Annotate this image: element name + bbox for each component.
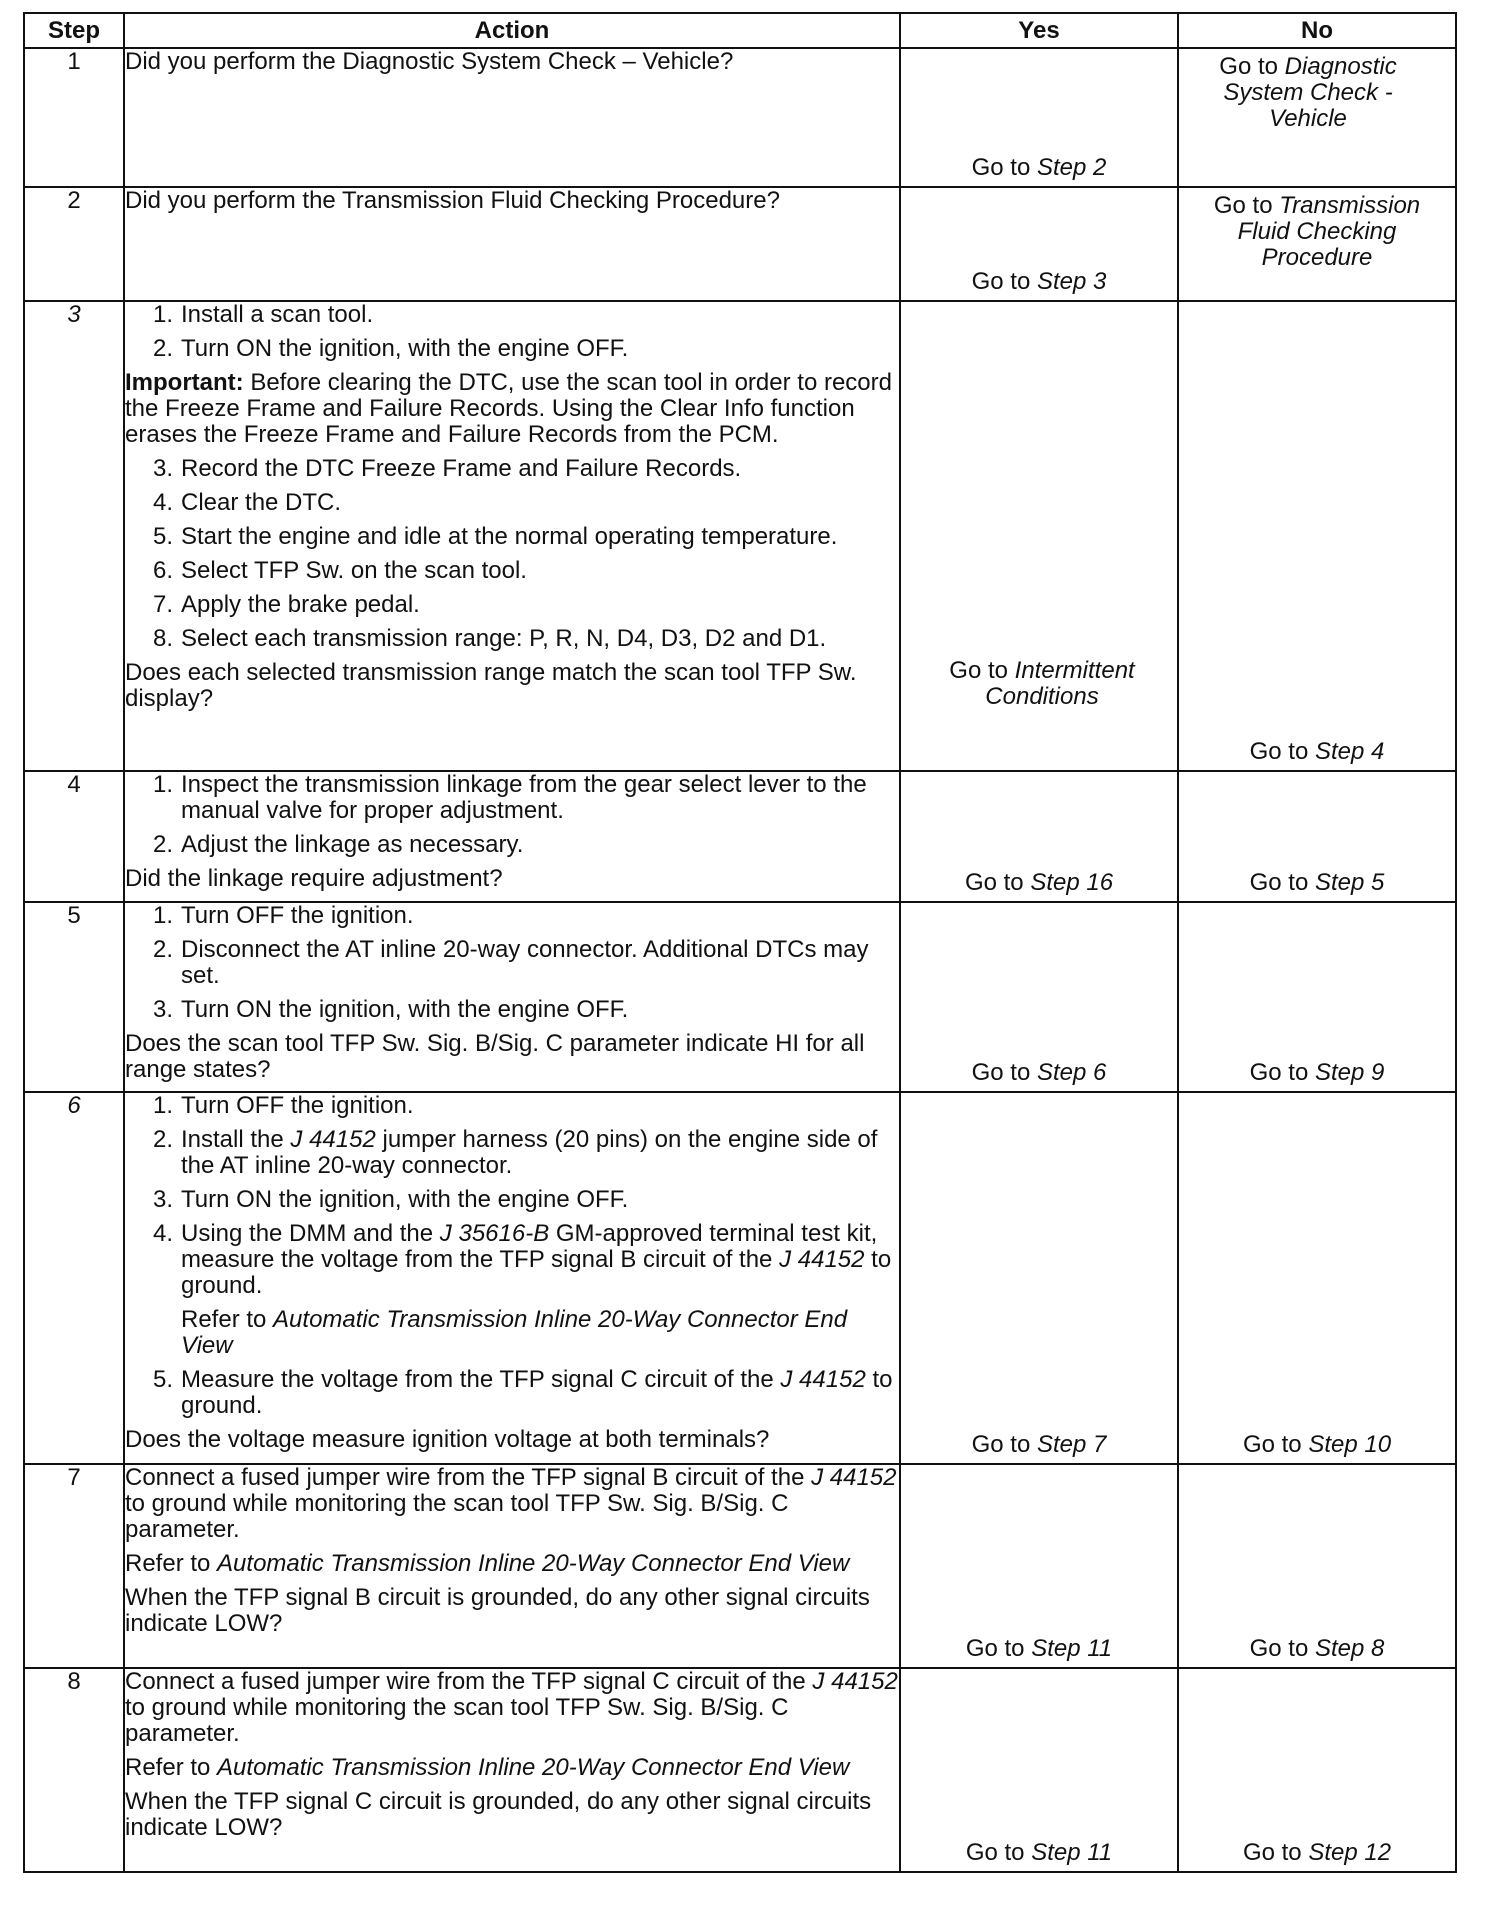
action-cell (124, 1668, 900, 1872)
tool-name: J 35616-B (439, 1220, 550, 1247)
question-text: Does the scan tool TFP Sw. Sig. B/Sig. C parameter indicate HI for all range states? (125, 1030, 865, 1083)
list-item: 7. Apply the brake pedal. (152, 591, 420, 618)
no-result (1179, 54, 1455, 132)
no-cell (1178, 187, 1456, 301)
action-cell (124, 1092, 900, 1464)
step-link[interactable]: Step 2 (1036, 154, 1107, 181)
header-yes: Yes (900, 13, 1178, 48)
action-cell (124, 1464, 900, 1668)
question-text: When the TFP signal C circuit is grounded, do any other signal circuits indicate LOW? (125, 1788, 872, 1841)
header-step: Step (24, 13, 124, 48)
step-link[interactable]: Step 4 (1314, 738, 1385, 765)
procedure-link[interactable]: Intermittent Conditions (985, 657, 1135, 710)
no-cell (1178, 1092, 1456, 1464)
step-number: 7 (24, 1464, 124, 1668)
step-number: 5 (24, 902, 124, 1092)
tool-name: J 44152 (811, 1464, 897, 1491)
step-link[interactable]: Step 6 (1036, 1059, 1107, 1086)
step-link[interactable]: Step 7 (1036, 1431, 1107, 1458)
no-result (1179, 1432, 1455, 1458)
goto-text: Go to (1249, 1059, 1315, 1086)
list-item: 3. Turn ON the ignition, with the engine OFF. (152, 1186, 629, 1213)
question-text: Did you perform the Transmission Fluid Checking Procedure? (125, 187, 780, 214)
procedure-link[interactable]: Diagnostic System Check - Vehicle (1223, 53, 1397, 132)
step-row-5 (24, 902, 1456, 1092)
step-link[interactable]: Step 16 (1030, 869, 1114, 896)
step-number: 6 (24, 1092, 124, 1464)
step-row-8 (24, 1668, 1456, 1872)
tool-name: J 44152 (779, 1246, 865, 1273)
yes-cell (900, 1092, 1178, 1464)
list-item: 4. Using the DMM and the J 35616-B GM-approved terminal test kit, measure the voltage from the TFP signal B circuit of the J 44152 to ground. (152, 1220, 892, 1299)
step-number: 3 (24, 301, 124, 771)
yes-result (901, 1432, 1177, 1458)
diagnostic-table (23, 12, 1457, 1873)
yes-result (901, 155, 1177, 181)
goto-text: Go to (1249, 1635, 1315, 1662)
yes-cell (900, 1464, 1178, 1668)
important-note (125, 370, 899, 448)
header-row (24, 13, 1456, 48)
step-link[interactable]: Step 3 (1036, 268, 1107, 295)
no-cell (1178, 1464, 1456, 1668)
refer-note: Refer to Automatic Transmission Inline 20-Way Connector End View (181, 1306, 848, 1359)
reference-link[interactable]: Automatic Transmission Inline 20-Way Connector End View (217, 1754, 850, 1781)
list-item: 1. Install a scan tool. (152, 301, 374, 328)
goto-text: Go to (965, 1839, 1032, 1866)
step-row-7 (24, 1464, 1456, 1668)
refer-note: Refer to Automatic Transmission Inline 20-Way Connector End View (125, 1550, 850, 1577)
yes-result (901, 1840, 1177, 1866)
yes-result (901, 658, 1177, 710)
step-number: 1 (24, 48, 124, 187)
goto-text: Go to (1219, 53, 1285, 80)
yes-cell (900, 902, 1178, 1092)
yes-result (901, 269, 1177, 295)
no-result (1179, 1060, 1455, 1086)
header-no: No (1178, 13, 1456, 48)
list-item: 1. Turn OFF the ignition. (152, 1092, 414, 1119)
important-text: Before clearing the DTC, use the scan tool in order to record the Freeze Frame and Failure Records. Using the Clear Info function erases the Freeze Frame and Failure Records from the PCM. (125, 369, 892, 448)
list-item: 5. Start the engine and idle at the normal operating temperature. (152, 523, 838, 550)
tool-name: J 44152 (290, 1126, 376, 1153)
no-cell (1178, 1668, 1456, 1872)
list-item: 4. Clear the DTC. (152, 489, 342, 516)
action-cell (124, 771, 900, 902)
goto-text: Go to (965, 1635, 1032, 1662)
goto-text: Go to (1249, 869, 1315, 896)
no-cell (1178, 48, 1456, 187)
goto-text: Go to (1249, 738, 1315, 765)
list-item: 2. Adjust the linkage as necessary. (152, 831, 524, 858)
question-text: Does each selected transmission range match the scan tool TFP Sw. display? (125, 659, 857, 712)
no-result (1179, 193, 1455, 271)
list-item: 2. Turn ON the ignition, with the engine OFF. (152, 335, 629, 362)
question-text: When the TFP signal B circuit is grounded, do any other signal circuits indicate LOW? (125, 1584, 870, 1637)
tool-name: J 44152 (812, 1668, 898, 1695)
action-cell (124, 48, 900, 187)
no-result (1179, 1840, 1455, 1866)
step-link[interactable]: Step 12 (1308, 1839, 1392, 1866)
list-item: 6. Select TFP Sw. on the scan tool. (152, 557, 527, 584)
no-result (1179, 870, 1455, 896)
step-number: 8 (24, 1668, 124, 1872)
list-item: 1. Turn OFF the ignition. (152, 902, 414, 929)
step-link[interactable]: Step 11 (1031, 1635, 1113, 1662)
goto-text: Go to (1242, 1839, 1309, 1866)
instruction-text: Connect a fused jumper wire from the TFP signal C circuit of the J 44152 to ground while monitoring the scan tool TFP Sw. Sig. B/Sig. C parameter. (125, 1668, 898, 1747)
step-link[interactable]: Step 10 (1308, 1431, 1392, 1458)
list-item: 2. Disconnect the AT inline 20-way connector. Additional DTCs may set. (152, 936, 869, 989)
no-cell (1178, 902, 1456, 1092)
step-row-3 (24, 301, 1456, 771)
goto-text: Go to (949, 657, 1015, 684)
step-row-2 (24, 187, 1456, 301)
step-link[interactable]: Step 11 (1031, 1839, 1113, 1866)
list-item: 8. Select each transmission range: P, R, N, D4, D3, D2 and D1. (152, 625, 827, 652)
list-item: 3. Record the DTC Freeze Frame and Failure Records. (152, 455, 742, 482)
list-item: 1. Inspect the transmission linkage from the gear select lever to the manual valve for proper adjustment. (152, 771, 867, 824)
step-link[interactable]: Step 8 (1314, 1635, 1385, 1662)
question-text: Did the linkage require adjustment? (125, 865, 503, 892)
step-link[interactable]: Step 5 (1314, 869, 1385, 896)
reference-link[interactable]: Automatic Transmission Inline 20-Way Connector End View (217, 1550, 850, 1577)
yes-cell (900, 187, 1178, 301)
tool-name: J 44152 (780, 1366, 866, 1393)
yes-cell (900, 771, 1178, 902)
yes-cell (900, 1668, 1178, 1872)
no-result (1179, 1636, 1455, 1662)
step-row-1 (24, 48, 1456, 187)
instruction-text: Connect a fused jumper wire from the TFP signal B circuit of the J 44152 to ground while monitoring the scan tool TFP Sw. Sig. B/Sig. C parameter. (125, 1464, 897, 1543)
list-item: 3. Turn ON the ignition, with the engine OFF. (152, 996, 629, 1023)
list-item: 2. Install the J 44152 jumper harness (20 pins) on the engine side of the AT inline 20-way connector. (152, 1126, 878, 1179)
action-cell (124, 187, 900, 301)
list-item: 5. Measure the voltage from the TFP signal C circuit of the J 44152 to ground. (152, 1366, 893, 1419)
step-number: 4 (24, 771, 124, 902)
yes-cell (900, 48, 1178, 187)
question-text: Did you perform the Diagnostic System Check – Vehicle? (125, 48, 734, 75)
goto-text: Go to (971, 1059, 1037, 1086)
no-result (1179, 739, 1455, 765)
question-text: Does the voltage measure ignition voltage at both terminals? (125, 1426, 770, 1453)
no-cell (1178, 301, 1456, 771)
step-row-4 (24, 771, 1456, 902)
step-row-6 (24, 1092, 1456, 1464)
goto-text: Go to (971, 154, 1037, 181)
step-link[interactable]: Step 9 (1314, 1059, 1385, 1086)
goto-text: Go to (971, 1431, 1037, 1458)
important-label: Important: (125, 369, 244, 396)
yes-cell (900, 301, 1178, 771)
reference-link[interactable]: Automatic Transmission Inline 20-Way Connector End View (181, 1306, 848, 1359)
yes-result (901, 1060, 1177, 1086)
action-cell (124, 902, 900, 1092)
no-cell (1178, 771, 1456, 902)
goto-text: Go to (964, 869, 1031, 896)
step-number: 2 (24, 187, 124, 301)
yes-result (901, 1636, 1177, 1662)
goto-text: Go to (1213, 192, 1280, 219)
goto-text: Go to (971, 268, 1037, 295)
yes-result (901, 870, 1177, 896)
procedure-link[interactable]: Transmission Fluid Checking Procedure (1237, 192, 1421, 271)
header-action: Action (124, 13, 900, 48)
action-cell (124, 301, 900, 771)
refer-note: Refer to Automatic Transmission Inline 20-Way Connector End View (125, 1754, 850, 1781)
goto-text: Go to (1242, 1431, 1309, 1458)
